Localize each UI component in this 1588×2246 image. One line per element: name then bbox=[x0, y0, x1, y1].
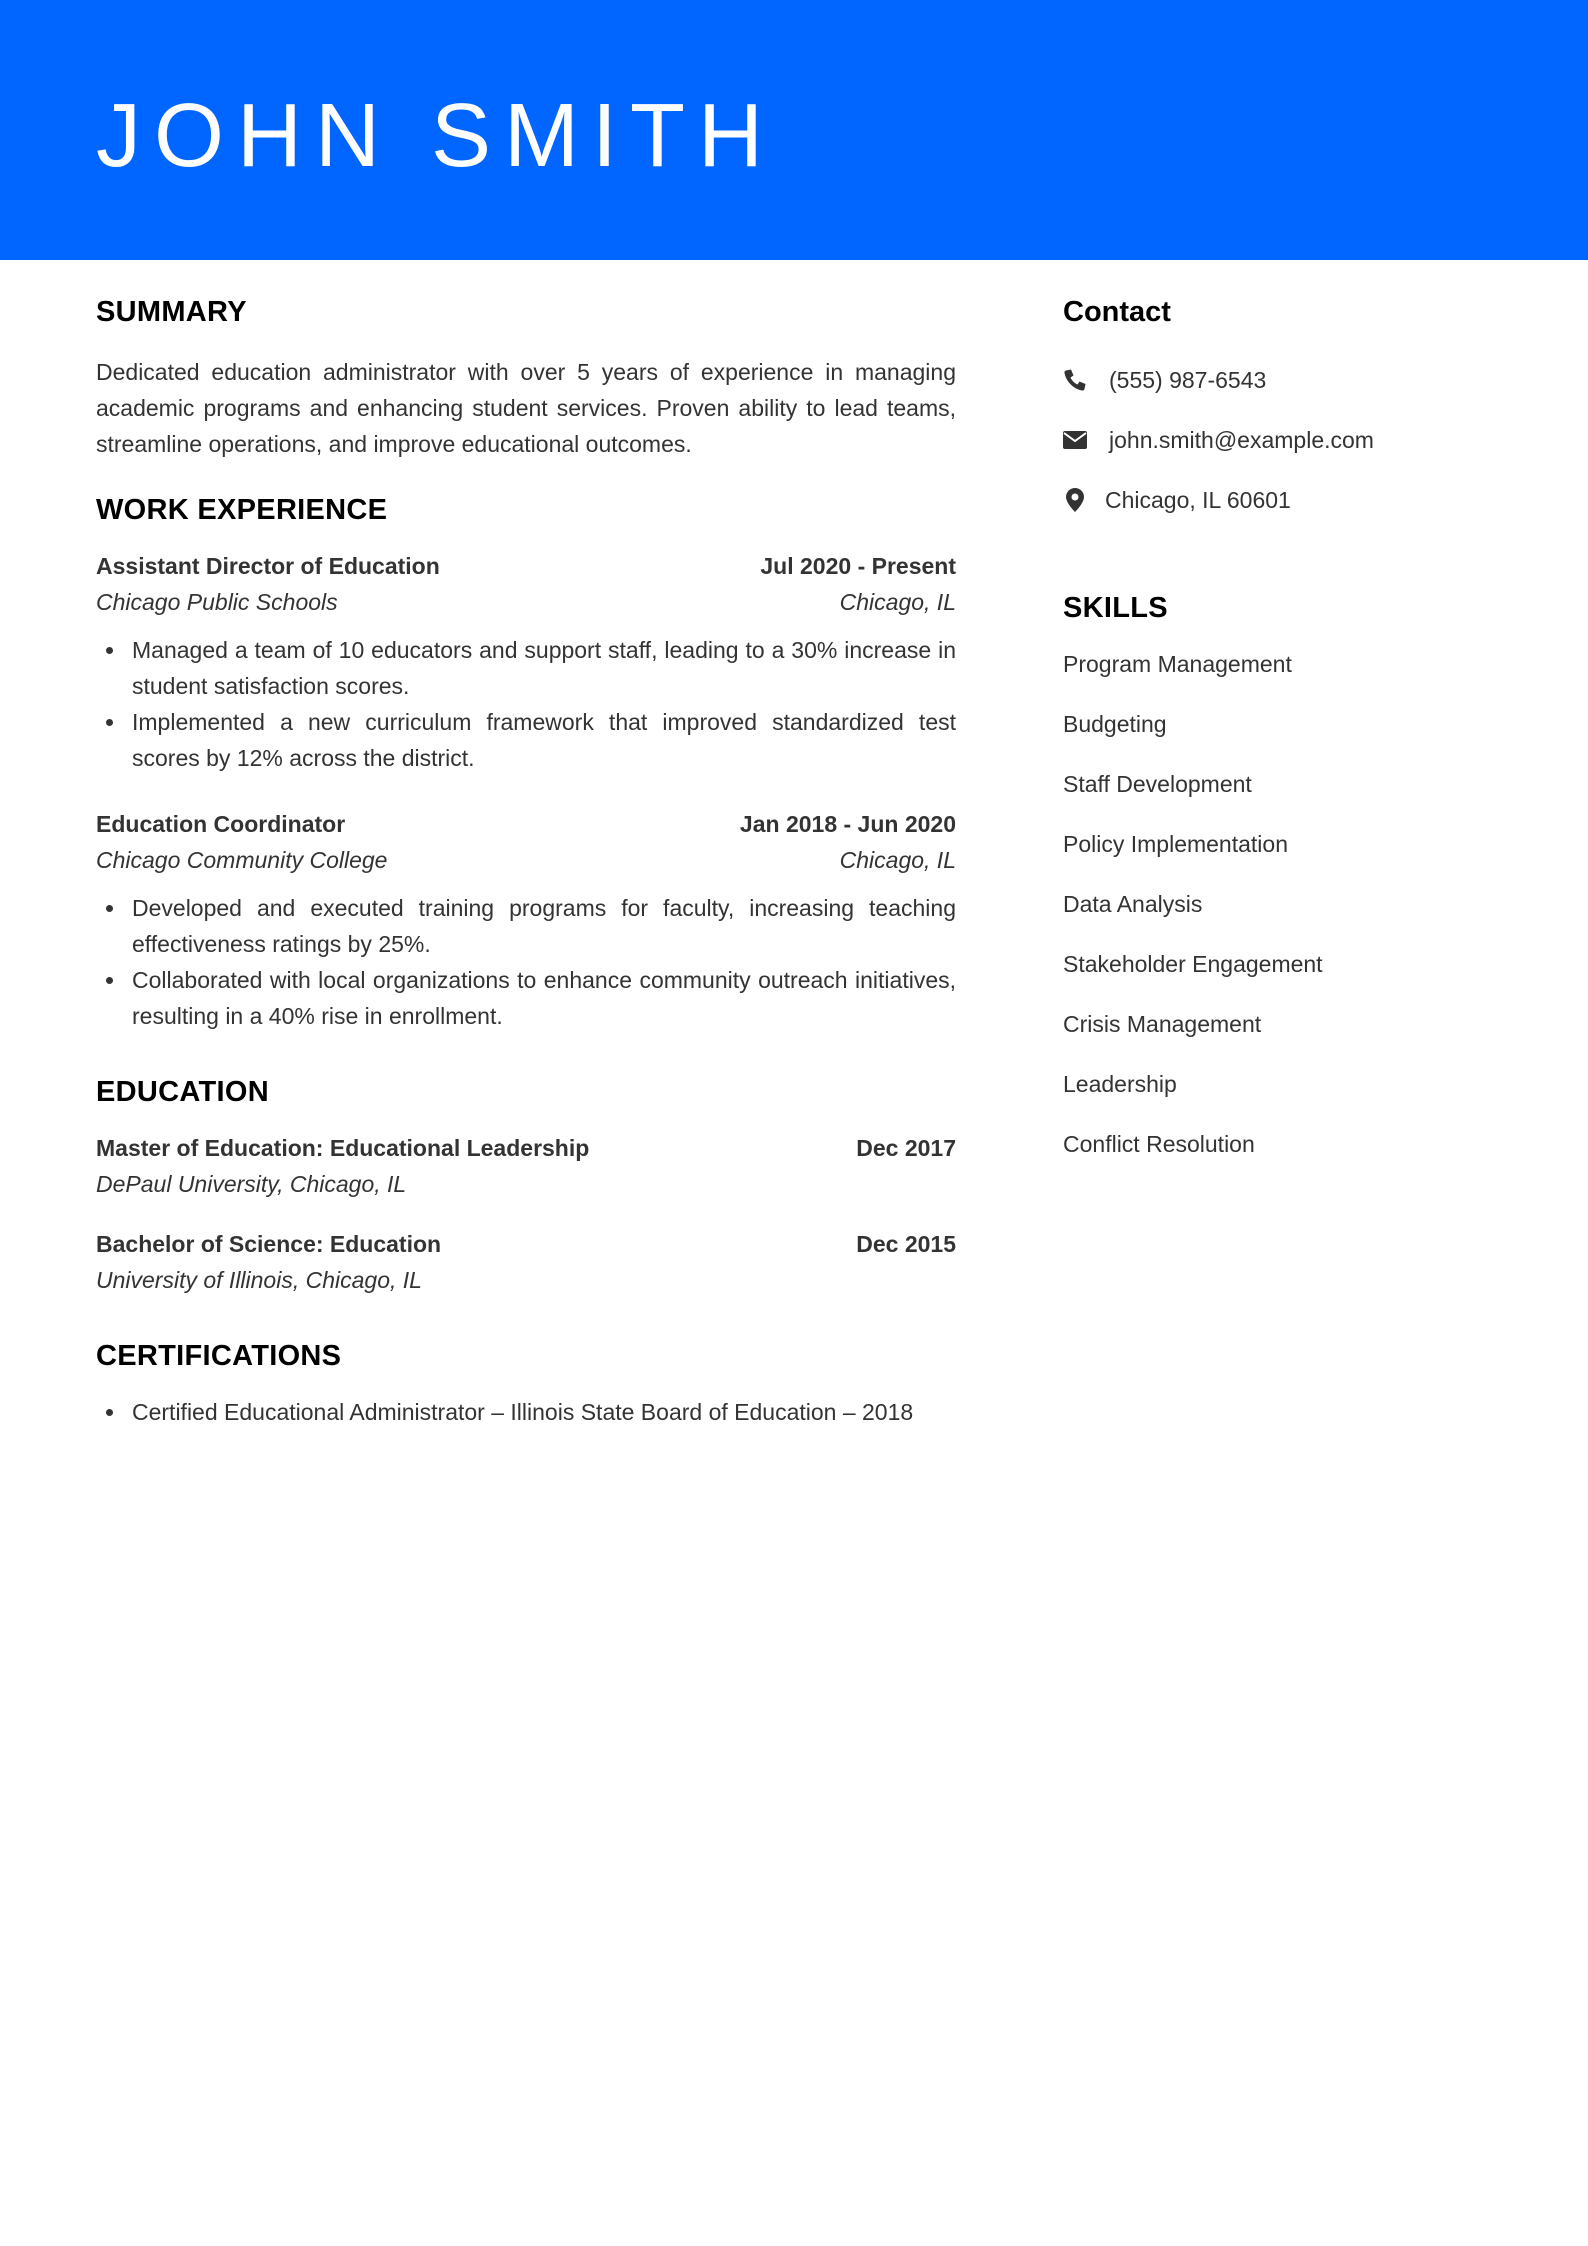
candidate-name: JOHN SMITH bbox=[96, 86, 776, 186]
contact-email bbox=[1063, 410, 1513, 470]
map-marker-icon bbox=[1063, 488, 1087, 512]
job-bullet: Implemented a new curriculum framework that improved standardized test scores by 12% across the district. bbox=[96, 704, 956, 776]
school: DePaul University, Chicago, IL bbox=[96, 1171, 407, 1197]
contact-location bbox=[1063, 470, 1513, 530]
skill-item: Data Analysis bbox=[1063, 891, 1203, 917]
job-entry bbox=[96, 548, 956, 776]
job-bullet: Managed a team of 10 educators and support staff, leading to a 30% increase in student satisfaction scores. bbox=[96, 632, 956, 704]
skill-item: Leadership bbox=[1063, 1071, 1177, 1097]
phone-icon bbox=[1063, 368, 1087, 392]
skills-list bbox=[1063, 634, 1513, 1174]
contact-phone bbox=[1063, 350, 1513, 410]
job-bullets bbox=[96, 632, 956, 776]
skill-item: Stakeholder Engagement bbox=[1063, 951, 1323, 977]
degree: Master of Education: Educational Leadership bbox=[96, 1135, 590, 1161]
summary-text: Dedicated education administrator with over 5 years of experience in managing academic programs and enhancing student services. Proven ability to lead teams, streamline operations, and improve educational outcomes. bbox=[96, 359, 956, 457]
job-bullet: Developed and executed training programs for faculty, increasing teaching effectiveness ratings by 25%. bbox=[96, 890, 956, 962]
job-bullet: Collaborated with local organizations to enhance community outreach initiatives, resulting in a 40% rise in enrollment. bbox=[96, 962, 956, 1034]
contact-phone-text[interactable]: (555) 987-6543 bbox=[1109, 367, 1267, 393]
skill-item: Policy Implementation bbox=[1063, 831, 1288, 857]
contact-email-text[interactable]: john.smith@example.com bbox=[1109, 427, 1374, 453]
degree-date: Dec 2015 bbox=[856, 1231, 956, 1257]
degree-date: Dec 2017 bbox=[856, 1135, 956, 1161]
summary-heading: SUMMARY bbox=[96, 296, 247, 328]
certifications-heading: CERTIFICATIONS bbox=[96, 1340, 342, 1372]
education-entry bbox=[96, 1226, 956, 1298]
job-company: Chicago Community College bbox=[96, 847, 388, 873]
contact-heading: Contact bbox=[1063, 296, 1171, 328]
job-title: Education Coordinator bbox=[96, 811, 346, 837]
sidebar-column bbox=[1063, 290, 1513, 1174]
job-dates: Jan 2018 - Jun 2020 bbox=[739, 811, 956, 837]
skills-heading: SKILLS bbox=[1063, 592, 1168, 624]
job-location: Chicago, IL bbox=[839, 847, 956, 873]
envelope-icon bbox=[1063, 428, 1087, 452]
skill-item: Conflict Resolution bbox=[1063, 1131, 1255, 1157]
certifications-list bbox=[96, 1394, 956, 1430]
job-entry bbox=[96, 806, 956, 1034]
job-title: Assistant Director of Education bbox=[96, 553, 440, 579]
job-location: Chicago, IL bbox=[839, 589, 956, 615]
job-bullets bbox=[96, 890, 956, 1034]
skill-item: Staff Development bbox=[1063, 771, 1252, 797]
skill-item: Crisis Management bbox=[1063, 1011, 1262, 1037]
contact-list bbox=[1063, 350, 1513, 530]
header-banner bbox=[0, 0, 1588, 260]
skill-item: Budgeting bbox=[1063, 711, 1167, 737]
contact-location-text: Chicago, IL 60601 bbox=[1105, 487, 1291, 513]
job-company: Chicago Public Schools bbox=[96, 589, 338, 615]
certification-item: Certified Educational Administrator – Illinois State Board of Education – 2018 bbox=[96, 1394, 956, 1430]
work-experience-heading: WORK EXPERIENCE bbox=[96, 494, 388, 526]
education-heading: EDUCATION bbox=[96, 1076, 269, 1108]
main-column bbox=[96, 290, 956, 1430]
skill-item: Program Management bbox=[1063, 651, 1292, 677]
job-dates: Jul 2020 - Present bbox=[760, 553, 956, 579]
education-entry bbox=[96, 1130, 956, 1202]
degree: Bachelor of Science: Education bbox=[96, 1231, 442, 1257]
school: University of Illinois, Chicago, IL bbox=[96, 1267, 422, 1293]
